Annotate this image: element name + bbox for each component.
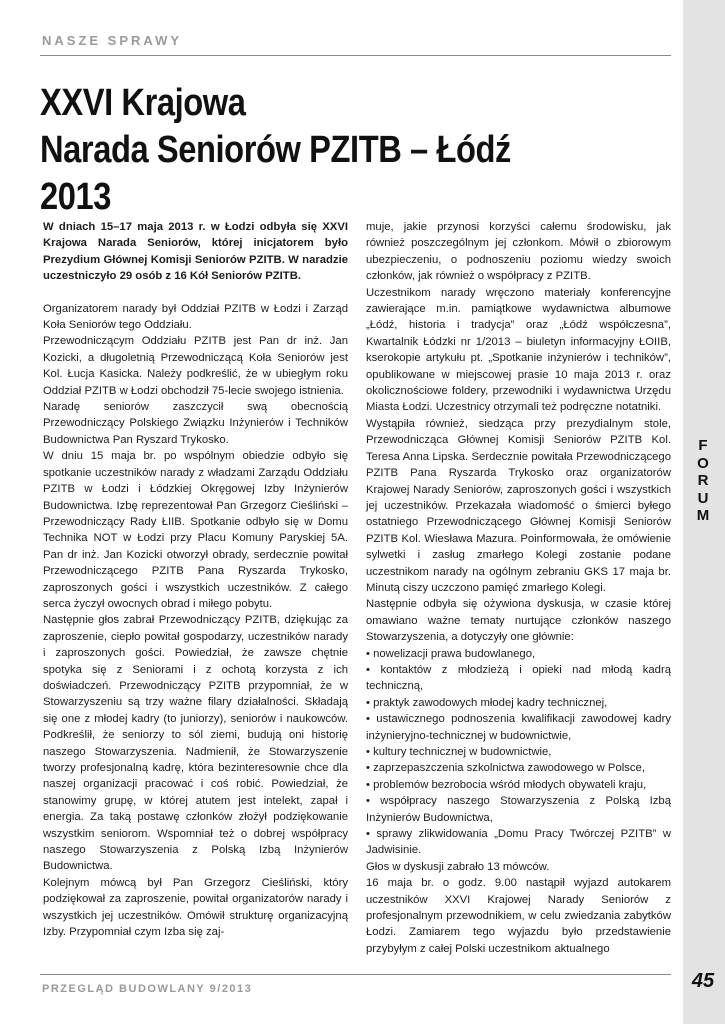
body-paragraph: Przewodniczącym Oddziału PZITB jest Pan dr inż. Jan Kozicki, a długoletnią Przewodniczącą Koła Seniorów jest Kol. Łucja Kasicka. Należy podkreślić, że w ubiegłym roku Oddział PZITB w Łodzi obchodził 75-lecie swojego istnienia. [43,335,348,397]
list-item: • sprawy zlikwidowania „Domu Pracy Twórczej PZITB” w Jadwisinie. [366,826,671,859]
list-item: • współpracy naszego Stowarzyszenia z Polską Izbą Inżynierów Budownictwa, [366,793,671,826]
side-tab-letter: M [696,507,710,524]
page-number: 45 [691,970,715,992]
list-item: • kontaktów z młodzieżą i opieki nad młodą kadrą techniczną, [366,662,671,695]
article-title [40,80,590,221]
side-tab-letter: O [697,454,709,472]
list-item: • problemów bezrobocia wśród młodych obywateli kraju, [366,777,671,793]
body-paragraph: Organizatorem narady był Oddział PZITB w Łodzi i Zarząd Koła Seniorów tego Oddziału. [43,302,348,332]
article-column-right [366,219,671,957]
side-tab-letter: F [698,437,708,454]
list-item: • praktyk zawodowych młodej kadry technicznej, [366,695,671,711]
article-lead: W dniach 15–17 maja 2013 r. w Łodzi odbyła się XXVI Krajowa Narada Seniorów, której inicjatorem było Prezydium Głównej Komisji Seniorów PZITB. W naradzie uczestniczyło 29 osób z 16 Kół Seniorów PZITB. [43,221,348,283]
body-paragraph: W dniu 15 maja br. po wspólnym obiedzie odbyło się spotkanie uczestników narady z władzami Zarządu Oddziału PZITB w Łodzi i Łódzkiej Okręgowej Izby Inżynierów Budownictwa. Izbę reprezentował Pan Grzegorz Cieśliński – Przewodniczący Rady ŁIIB. Spotkanie odbyło się w Domu Technika NOT w Łodzi przy Placu Komuny Paryskiej 5A. Pan dr inż. Jan Kozicki otworzył obrady, serdecznie powitał Przewodniczącego PZITB Pana Ryszarda Trykosko, zaproszonych gości i wszystkich uczestników. Z całego serca życzył owocnych obrad i miłego pobytu. [43,450,348,610]
body-paragraph: Wystąpiła również, siedząca przy prezydialnym stole, Przewodnicząca Głównej Komisji Seniorów PZITB Kol. Teresa Anna Lipska. Serdecznie powitała Przewodniczącego PZITB Pana Ryszarda Trykosko oraz organizatorów Krajowej Narady Seniorów, zaproszonych gości i wszystkich jej uczestników. Przekazała wiadomość o śmierci byłego ostatniego Przewodniczącego Głównej Komisji Seniorów PZITB Kol. Wiesława Mazura. Poinformowała, że omówienie sylwetki i zasług zmarłego Kolegi zostanie podane uczestnikom narady na ogólnym zebraniu GKS 17 maja br. Minutą ciszy uczczono pamięć zmarłego Kolegi. [366,417,671,594]
title-line-1: XXVI Krajowa [40,82,246,124]
body-paragraph: Następnie odbyła się ożywiona dyskusja, w czasie której omawiano ważne tematy nurtujące członków naszego Stowarzyszenia, a dotyczyły one głównie: [366,598,671,644]
publication-name: PRZEGLĄD BUDOWLANY [42,983,206,995]
issue-number: 9/2013 [209,983,253,995]
list-item: • ustawicznego podnoszenia kwalifikacji zawodowej kadry inżynieryjno-technicznej w budownictwie, [366,711,671,744]
list-item: • kultury technicznej w budownictwie, [366,744,671,760]
footer-publication [42,983,252,995]
side-tab-letter: U [697,489,709,507]
body-paragraph: Kolejnym mówcą był Pan Grzegorz Cieśliński, który podziękował za zaproszenie, powitał organizatorów narady i wszystkich jej uczestników. Omówił strukturę organizacyjną Izby. Przypomniał czym Izba się zaj- [43,876,348,939]
bottom-divider [40,974,671,975]
top-divider [40,55,671,56]
discussion-topics-list [366,646,671,859]
article-column-left [43,219,348,940]
body-paragraph: muje, jakie przynosi korzyści całemu środowisku, jak również poszczególnym jej członkom. Mówił o zbiorowym ubezpieczeniu, o podnoszeniu poziomu wiedzy swoich członków, jak również o współpracy z PZITB. [366,221,671,283]
section-label: NASZE SPRAWY [42,33,183,48]
body-paragraph: Następnie głos zabrał Przewodniczący PZITB, dziękując za zaproszenie, ciepło powitał gospodarzy, uczestników narady i zaproszonych gości. Powiedział, że zawsze chętnie spotyka się z Seniorami i z ochotą korzysta z ich doświadczeń. Przewodniczący PZITB przypomniał, że w Stowarzyszeniu są trzy ważne filary działalności. Składają się one z młodej kadry (to juniorzy), seniorów i naukowców. Podkreślił, że seniorzy to sól ziemi, budują oni historię naszego Stowarzyszenia. Nadmienił, że Stowarzyszenie tworzy profesjonalną kadrę, która bezinteresownie chce dla naszej organizacji pracować i coś robić. Powiedział, że stanowimy grupę, w której atutem jest intelekt, zapał i energia. Za taką postawę członków złożył podziękowanie wszystkim seniorom. Wspomniał też o dobrej współpracy naszego Stowarzyszenia z Polską Izbą Inżynierów Budownictwa. [43,614,348,873]
body-paragraph: Naradę seniorów zaszczycił swą obecnością Przewodniczący Polskiego Związku Inżynierów i Techników Budownictwa Pan Ryszard Trykosko. [43,401,348,446]
list-item: • zaprzepaszczenia szkolnictwa zawodowego w Polsce, [366,760,671,776]
title-line-2: Narada Seniorów PZITB – Łódź 2013 [40,129,511,218]
body-paragraph: 16 maja br. o godz. 9.00 nastąpił wyjazd autokarem uczestników XXVI Krajowej Narady Seniorów z profesjonalnym przewodnikiem, w celu zwiedzania zabytków Łodzi. Zamiarem tego wyjazdu było przedstawienie przybyłym z całej Polski uczestnikom aktualnego [366,877,671,955]
side-tab-letter: R [697,472,709,489]
list-item: • nowelizacji prawa budowlanego, [366,646,671,662]
body-paragraph: Głos w dyskusji zabrało 13 mówców. [366,860,550,873]
body-paragraph: Uczestnikom narady wręczono materiały konferencyjne zawierające m.in. pamiątkowe wydawnictwa albumowe „Łódź, historia i tradycja” oraz „Łódź współczesna”, Kwartalnik Łódzki nr 1/2013 – biuletyn informacyjny ŁOIIB, kserokopie artykułu pt. „Spotkanie inżynierów i techników”, opublikowane w miejscowej prasie 10 maja 2013 r. oraz okolicznościowe foldery, przewodniki i wydawnictwa Urzędu Miasta Łodzi. Uczestnicy otrzymali też podręczne notatniki. [366,286,671,414]
forum-side-tab [691,437,715,525]
